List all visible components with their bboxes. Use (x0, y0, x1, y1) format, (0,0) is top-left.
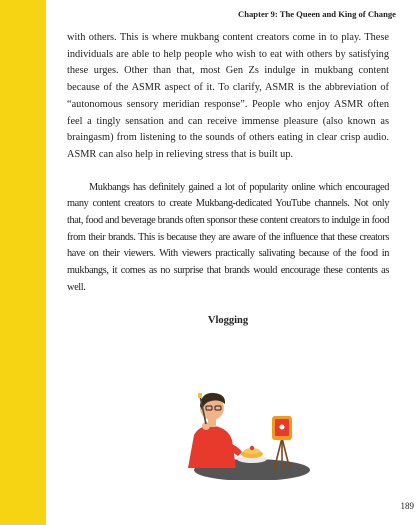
page-content (67, 30, 389, 326)
yellow-side-bar (0, 0, 46, 525)
vlogging-person-eating-icon (170, 380, 310, 480)
paragraph-1: with others. This is where mukbang content creators come in to play. These individuals are able to help people who wish to eat with others by satisfying these urges. Other than that, most Gen Zs indulge in mukbang content because of the ASMR aspect of it. To clarify, ASMR is the abbreviation of “autonomous sensory meridian response”. People who enjoy ASMR often feel a tingly sensation and can receive immense pleasure (also known as braingasm) from listening to the sounds of others eating in clear crisp audio. ASMR can also help in relieving stress that is built up. (67, 32, 389, 160)
chapter-header: Chapter 9: The Queen and King of Change (238, 9, 396, 19)
page-number: 189 (400, 501, 414, 511)
paragraph-2: Mukbangs has definitely gained a lot of popularity online which encouraged many content creators to create Mukbang-dedicated YouTube channels. Not only that, food and beverage brands often sponsor these content creators to indulge in food from their brands. This is because they are aware of the influence that these creators have on their viewers. With viewers practically salivating because of the food in mukbangs, it comes as no surprise that brands would encourage these contents as well. (67, 181, 389, 293)
section-heading-vlogging: Vlogging (207, 314, 249, 326)
